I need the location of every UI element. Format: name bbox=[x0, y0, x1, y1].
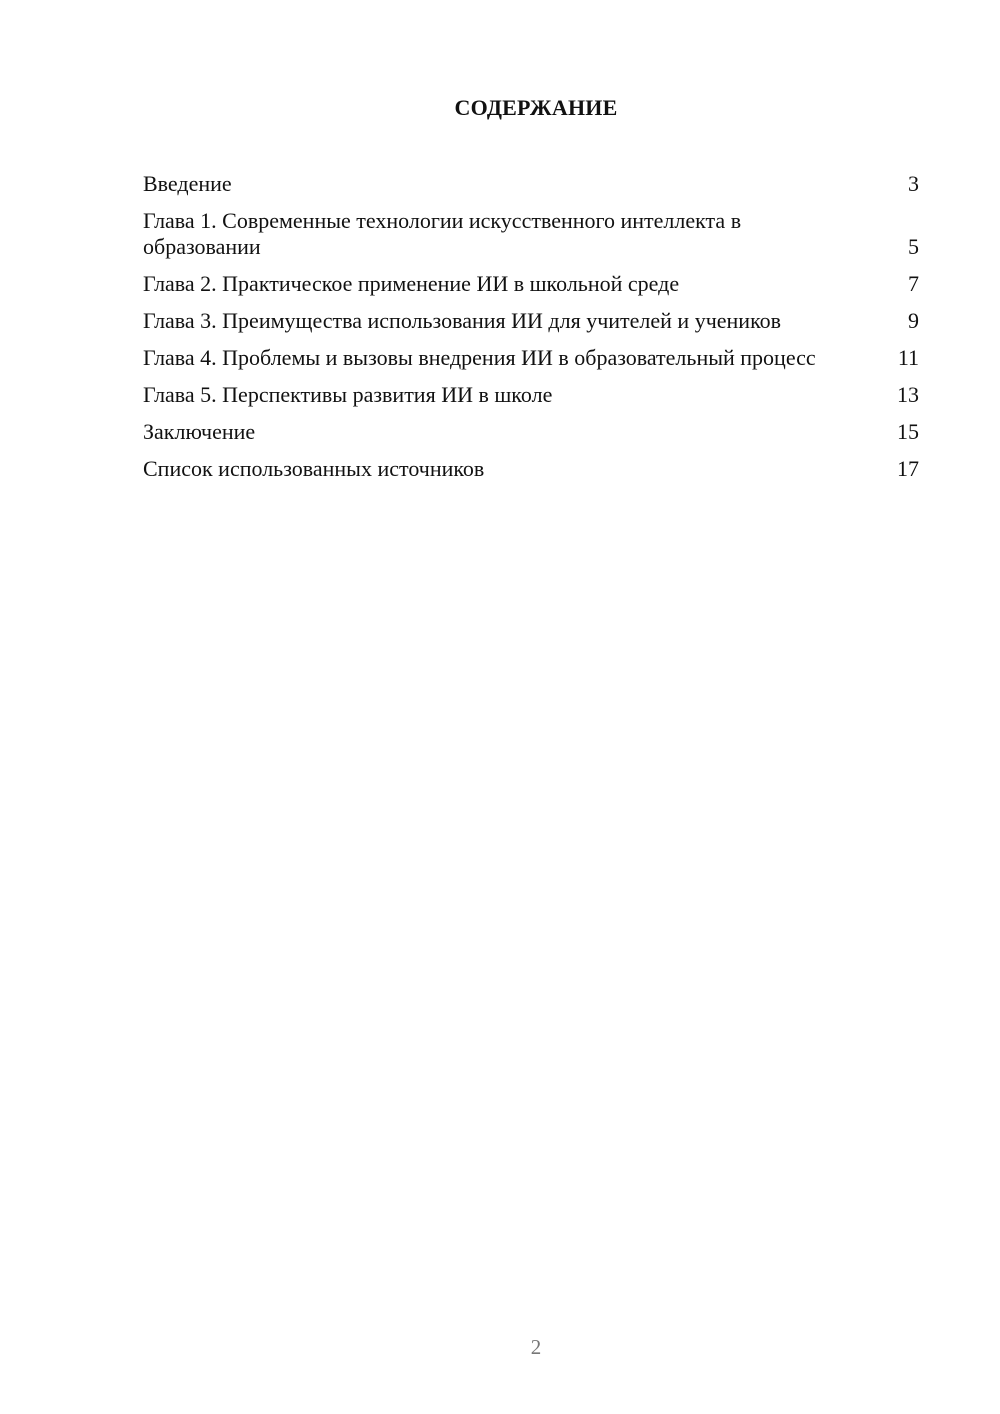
toc-entry-chapter-4 bbox=[143, 345, 919, 371]
toc-entry-label: Глава 2. Практическое применение ИИ в школьной среде bbox=[143, 271, 680, 296]
toc-entry-page: 7 bbox=[908, 271, 919, 296]
toc-entry-page: 9 bbox=[908, 308, 919, 333]
toc-entry-page: 13 bbox=[897, 382, 919, 407]
toc-entry-page: 15 bbox=[897, 419, 919, 444]
toc-entry-label: Глава 5. Перспективы развития ИИ в школе bbox=[143, 382, 553, 407]
toc-entry-page: 17 bbox=[897, 456, 919, 481]
toc-entry-references bbox=[143, 456, 919, 482]
table-of-contents bbox=[143, 171, 919, 493]
toc-entry-chapter-5 bbox=[143, 382, 919, 408]
toc-entry-chapter-2 bbox=[143, 271, 919, 297]
toc-entry-chapter-3 bbox=[143, 308, 919, 334]
toc-entry-label: Глава 4. Проблемы и вызовы внедрения ИИ в образовательный процесс bbox=[143, 345, 816, 370]
toc-entry-introduction bbox=[143, 171, 919, 197]
toc-entry-page: 3 bbox=[908, 171, 919, 196]
toc-entry-page: 11 bbox=[897, 345, 919, 370]
toc-entry-chapter-1 bbox=[143, 208, 919, 260]
toc-entry-conclusion bbox=[143, 419, 919, 445]
toc-entry-label: Глава 3. Преимущества использования ИИ для учителей и учеников bbox=[143, 308, 782, 333]
page-number: 2 bbox=[530, 1335, 542, 1359]
toc-entry-label: Список использованных источников bbox=[143, 456, 485, 481]
toc-entry-label: Введение bbox=[143, 171, 232, 196]
toc-entry-label: Глава 1. Современные технологии искусственного интеллекта в образовании bbox=[143, 208, 742, 259]
page-title: СОДЕРЖАНИЕ bbox=[454, 95, 618, 120]
toc-entry-label: Заключение bbox=[143, 419, 256, 444]
toc-entry-page: 5 bbox=[908, 234, 919, 259]
